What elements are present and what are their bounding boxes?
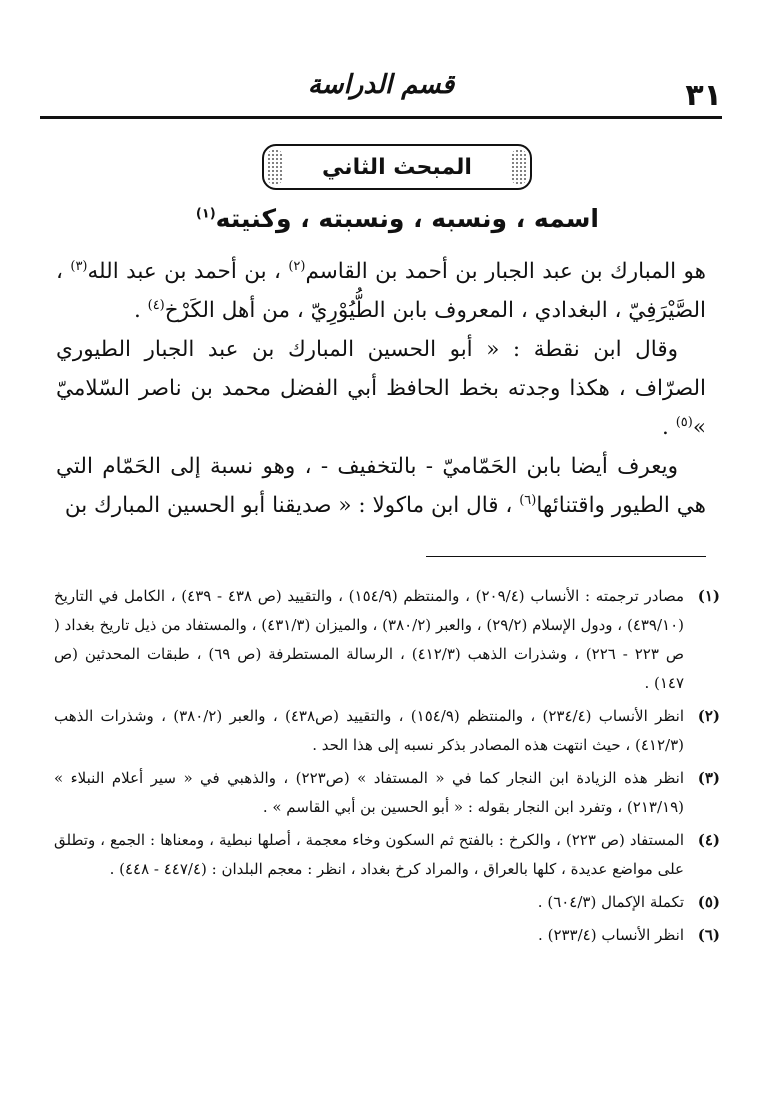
body-text xyxy=(56,252,706,525)
text-run: ، قال ابن ماكولا : « صديقنا أبو الحسين المبارك بن xyxy=(64,493,520,518)
footnote-number: (٥) xyxy=(697,893,720,911)
paragraph xyxy=(56,252,706,330)
subheading xyxy=(196,204,599,233)
text-run: ويعرف أيضا بابن الحَمّاميّ - بالتخفيف - ، وهو نسبة إلى الحَمّام التي هي الطيور واقتنائها xyxy=(56,454,706,518)
section-title: المبحث الثاني xyxy=(322,154,472,180)
footnote-number: (٦) xyxy=(697,926,720,944)
footnote-ref: (١) xyxy=(195,206,216,222)
section-title-box xyxy=(262,144,532,190)
footnote-ref: (٣) xyxy=(70,258,88,274)
footnote-text: المستفاد (ص ٢٢٣) ، والكرخ : بالفتح ثم السكون وخاء معجمة ، أصلها نبطية ، ومعناها : الجمع ، وتطلق على مواضع عديدة ، كلها بالعراق ، والمراد كرخ بغداد ، انظر : معجم البلدان : (٤٤٧/٤ - ٤٤٨) . xyxy=(54,831,684,878)
footnote-text: انظر هذه الزيادة ابن النجار كما في « المستفاد » (ص٢٢٣) ، والذهبي في « سير أعلام النبلاء » (٢١٣/١٩) ، وتفرد ابن النجار بقوله : « أبو الحسين بن أبي القاسم » . xyxy=(54,769,684,816)
footnote xyxy=(54,826,720,884)
footnote-ref: (٦) xyxy=(519,492,537,508)
text-run: وقال ابن نقطة : « أبو الحسين المبارك بن عبد الجبار الطيوري الصرّاف ، هكذا وجدته بخط الحافظ أبي الفضل محمد بن ناصر السّلاميّ » xyxy=(56,337,706,440)
page-number: ٣١ xyxy=(685,78,722,113)
footnote-number: (١) xyxy=(697,587,720,605)
footnote-ref: (٥) xyxy=(675,414,693,430)
text-run: ، الصَّيْرَفِيّ ، البغدادي ، المعروف بابن الطُّيُوْرِيّ ، من أهل الكَرْخ xyxy=(56,259,706,323)
footnote xyxy=(54,582,720,698)
header-rule xyxy=(40,116,722,119)
footnote-text: مصادر ترجمته : الأنساب (٢٠٩/٤) ، والمنتظم (١٥٤/٩) ، والتقييد (ص ٤٣٨ - ٤٣٩) ، الكامل في التاريخ (٤٣٩/١٠) ، ودول الإسلام (٢٩/٢) ، والعبر (٣٨٠/٢) ، والميزان (٤٣١/٣) ، والمستفاد من ذيل تاريخ بغداد ( ص ٢٢٣ - ٢٢٦) ، وشذرات الذهب (٤١٢/٣) ، الرسالة المستطرفة (ص ٦٩) ، طبقات المحدثين (ص ١٤٧) . xyxy=(54,587,685,692)
text-run: . xyxy=(133,298,148,323)
footnote-text: تكملة الإكمال (٦٠٤/٣) . xyxy=(537,893,684,911)
footnote-separator xyxy=(426,556,706,557)
footnote xyxy=(54,702,720,760)
footnote-text: انظر الأنساب (٢٣٤/٤) ، والمنتظم (١٥٤/٩) ، والتقييد (ص٤٣٨) ، والعبر (٣٨٠/٢) ، وشذرات الذهب (٤١٢/٣) ، حيث انتهت هذه المصادر بذكر نسبه إلى هذا الحد . xyxy=(54,707,685,754)
footnote xyxy=(54,921,720,950)
paragraph xyxy=(56,330,706,447)
paragraph xyxy=(56,447,706,525)
section-name-calligraphy: قسم الدراسة xyxy=(307,70,455,100)
footnote-number: (٤) xyxy=(697,831,720,849)
footnote-number: (٢) xyxy=(697,707,720,725)
text-run: . xyxy=(662,415,676,440)
footnote xyxy=(54,764,720,822)
footnote-text: انظر الأنساب (٢٣٣/٤) . xyxy=(538,926,684,944)
footnote-ref: (٢) xyxy=(288,258,306,274)
text-run: هو المبارك بن عبد الجبار بن أحمد بن القاسم xyxy=(305,259,706,284)
footnote-number: (٣) xyxy=(697,769,720,787)
footnotes xyxy=(54,582,720,954)
footnote xyxy=(54,888,720,917)
running-header xyxy=(40,70,722,120)
subheading-text: اسمه ، ونسبه ، ونسبته ، وكنيته xyxy=(215,204,599,233)
text-run: ، بن أحمد بن عبد الله xyxy=(87,259,289,284)
footnote-ref: (٤) xyxy=(147,297,165,313)
